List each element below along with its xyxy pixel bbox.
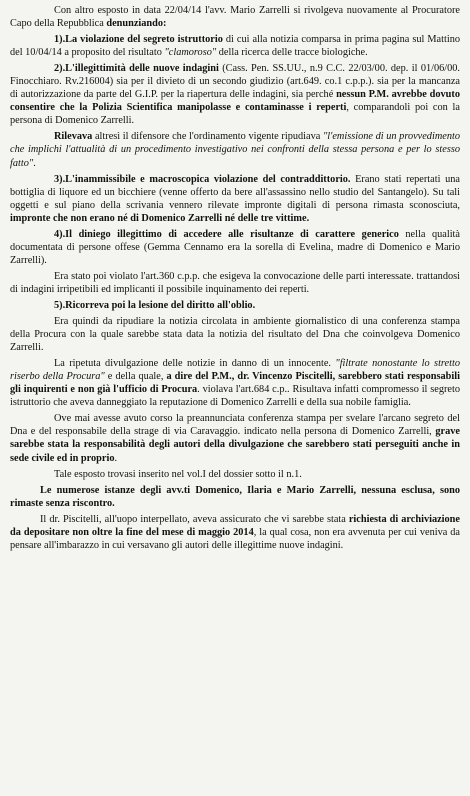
bold-text: nessun P.M. avrebbe dovuto consentire che la Polizia Scientifica manipolasse e contaminasse i reperti bbox=[10, 89, 460, 114]
body-text: Era quindi da ripudiare la notizia circolata in ambiente giornalistico di una conferenza stampa della Procura con la quale sarebbe stata data la notizia del risultato del Dna che coinvolgeva Domenico Zarrelli. bbox=[10, 316, 460, 354]
bold-text: Le numerose istanze degli avv.ti Domenico, Ilaria e Mario Zarrelli, nessuna esclusa, sono rimaste senza riscontro. bbox=[10, 484, 460, 509]
body-text: della ricerca delle tracce biologiche. bbox=[216, 47, 368, 59]
bold-text: 4).Il diniego illegittimo di accedere alle risultanze di carattere generico bbox=[54, 228, 399, 240]
paragraph-11 bbox=[10, 412, 460, 464]
body-text: Ove mai avesse avuto corso la preannunciata conferenza stampa per svelare l'arcano segreto del Dna e del responsabile della strage di via Caravaggio. indicato nella persona di Domenico Zarrelli, bbox=[10, 413, 460, 438]
body-text: La ripetuta divulgazione delle notizie in danno di un innocente. bbox=[54, 358, 336, 370]
bold-text: Rilevava bbox=[54, 131, 93, 143]
bold-text: impronte che non erano né di Domenico Zarrelli né delle tre vittime. bbox=[10, 212, 310, 224]
paragraph-9 bbox=[10, 315, 460, 354]
paragraph-10 bbox=[10, 357, 460, 409]
body-text: . violava l'art.684 c.p.. Risultava infatti compromesso il segreto istruttorio che aveva danneggiato la reputazione di Domenico Zarrelli e della sua nobile famiglia. bbox=[10, 384, 460, 409]
bold-text: grave sarebbe stata la responsabilità degli autori della divulgazione che sarebbero stati perseguiti anche in sede civile ed in proprio bbox=[10, 426, 460, 464]
paragraph-12 bbox=[10, 468, 460, 481]
bold-text: denunziando: bbox=[106, 18, 167, 30]
body-text: di cui alla notizia comparsa in prima pagina sul Mattino del 10/04/14 a proposito del risultato bbox=[10, 34, 460, 59]
bold-text: 3).L'inammissibile e macroscopica violazione del contraddittorio. bbox=[54, 173, 351, 185]
paragraph-2 bbox=[10, 33, 460, 59]
paragraph-3 bbox=[10, 62, 460, 127]
paragraph-8 bbox=[10, 299, 460, 312]
paragraph-5 bbox=[10, 173, 460, 225]
body-text: altresì il difensore che l'ordinamento vigente ripudiava bbox=[92, 131, 323, 143]
body-text: , comparandoli poi con la persona di Domenico Zarrelli. bbox=[10, 102, 460, 127]
body-text: Era stato poi violato l'art.360 c.p.p. che esigeva la convocazione delle parti interessate. trattandosi di indagini irripetibili ed implicanti il possibile inquinamento dei reperti. bbox=[10, 270, 460, 295]
bold-text: a dire del P.M., dr. Vincenzo Piscitelli, sarebbero stati responsabili gli inquirenti e non già l'ufficio di Procura bbox=[10, 371, 460, 396]
body-text: Il dr. Piscitelli, all'uopo interpellato, aveva assicurato che vi sarebbe stata bbox=[40, 513, 349, 525]
italic-quote: "filtrate nonostante lo stretto riserbo della Procura" bbox=[10, 358, 460, 383]
italic-quote: "l'emissione di un provvedimento che implichi l'attualità di un procedimento investigativo nei confronti della stessa persona e per lo stesso fatto" bbox=[10, 131, 460, 169]
paragraph-4 bbox=[10, 130, 460, 169]
body-text: Erano stati repertati una bottiglia di liquore ed un bicchiere (venne offerto da bere all'assassino nello studio del Santangelo). Su tali oggetti e sul piano della scrivania vennero rilevate impronte digitali di persona rimasta sconosciuta, bbox=[10, 173, 460, 211]
bold-text: 5).Ricorreva poi la lesione del diritto all'oblio. bbox=[54, 299, 256, 311]
body-text: Con altro esposto in data 22/04/14 l'avv. Mario Zarrelli si rivolgeva nuovamente al Procuratore Capo della Repubblica bbox=[10, 5, 460, 30]
body-text: , la qual cosa, non era avvenuta per cui veniva da pensare all'imbarazzo in cui versavano gli autori delle illegittime nuove indagini. bbox=[10, 526, 460, 551]
bold-text: 1).La violazione del segreto istruttorio bbox=[54, 34, 223, 46]
paragraph-14 bbox=[10, 513, 460, 552]
italic-quote: "clamoroso" bbox=[164, 47, 217, 59]
paragraph-1 bbox=[10, 4, 460, 30]
body-text: nella qualità documentata di persone offese (Gemma Cennamo era la sorella di Evelina, madre di Domenico e Mario Zarrelli). bbox=[10, 228, 460, 266]
bold-text: 2).L'illegittimità delle nuove indagini bbox=[54, 63, 219, 75]
paragraph-13 bbox=[10, 484, 460, 510]
paragraph-6 bbox=[10, 228, 460, 267]
body-text: (Cass. Pen. SS.UU., n.9 C.C. 22/03/00. dep. il 01/06/00. Finocchiaro. Rv.216004) sia per il divieto di un secondo giudizio (art.649. co.1 c.p.p.). sia per la mancanza di autorizzazione da parte del G.I.P. per la riapertura delle indagini, sia perché bbox=[10, 63, 461, 101]
paragraph-7 bbox=[10, 270, 460, 296]
bold-text: richiesta di archiviazione da depositare non oltre la fine del mese di maggio 2014 bbox=[10, 513, 460, 538]
body-text: Tale esposto trovasi inserito nel vol.I del dossier sotto il n.1. bbox=[54, 468, 302, 480]
body-text: e della quale, bbox=[104, 371, 167, 383]
body-text: . bbox=[114, 452, 118, 464]
body-text: . bbox=[33, 157, 36, 169]
